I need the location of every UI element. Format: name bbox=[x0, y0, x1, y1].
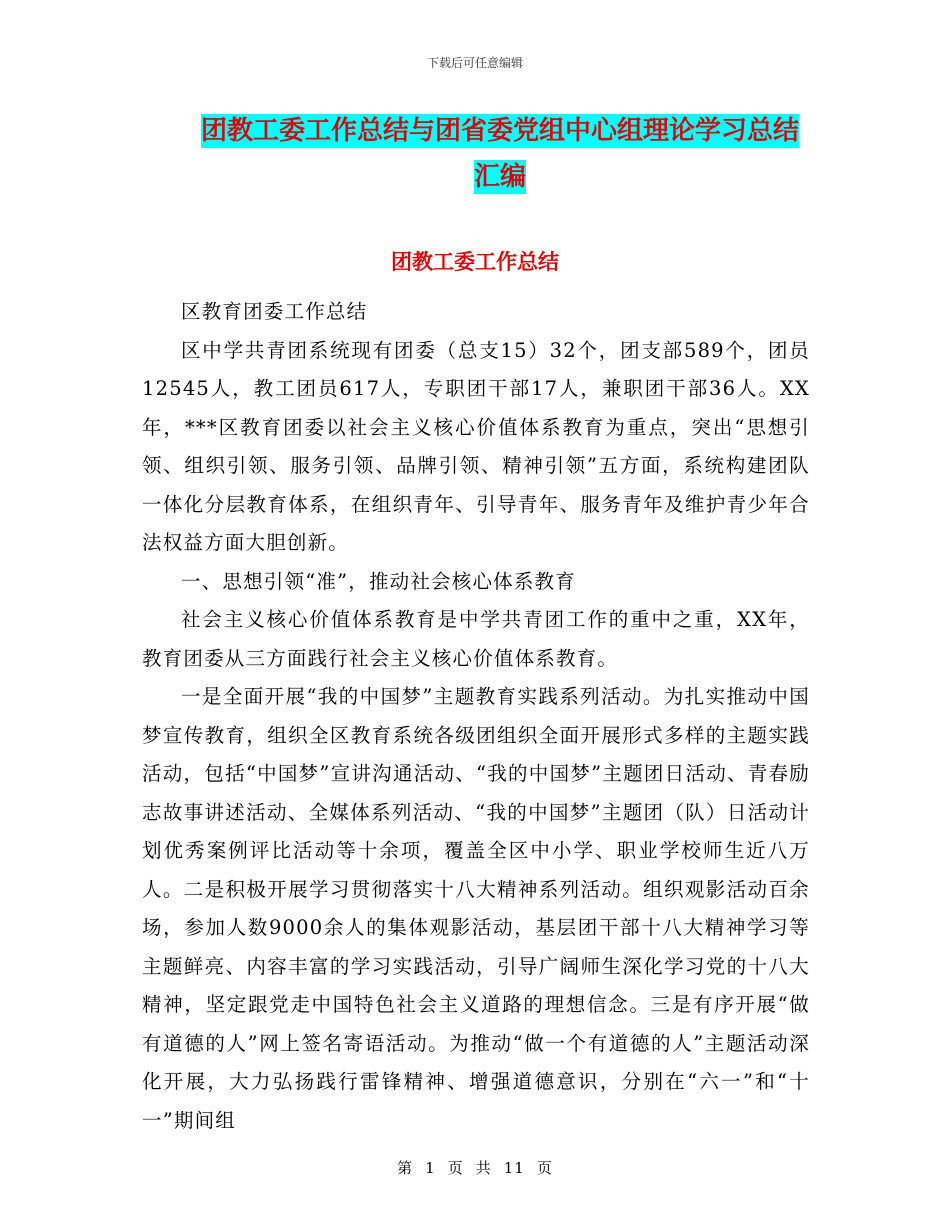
page-header-note: 下载后可任意编辑 bbox=[426, 56, 523, 70]
document-title bbox=[195, 108, 805, 200]
footer-total-label: 共 bbox=[475, 1159, 492, 1177]
title-line-1: 团教工委工作总结与团省委党组中心组理论学习总结 bbox=[200, 116, 799, 146]
paragraph: 一、思想引领“准”，推动社会核心体系教育 bbox=[181, 569, 576, 593]
footer-page-label: 第 bbox=[397, 1159, 414, 1177]
footer-page-unit: 页 bbox=[447, 1159, 464, 1177]
paragraph: 社会主义核心价值体系教育是中学共青团工作的重中之重，XX年，教育团委从三方面践行社会主义核心价值体系教育。 bbox=[142, 608, 810, 670]
page-footer bbox=[0, 1157, 950, 1178]
document-body bbox=[142, 293, 810, 1140]
paragraph: 区中学共青团系统现有团委（总支15）32个，团支部589个，团员12545人，教工团员617人，专职团干部17人，兼职团干部36人。XX年，***区教育团委以社会主义核心价值体系教育为重点，突出“思想引领、组织引领、服务引领、品牌引领、精神引领”五方面，系统构建团队一体化分层教育体系，在组织青年、引导青年、服务青年及维护青少年合法权益方面大胆创新。 bbox=[142, 338, 810, 554]
footer-total-number: 11 bbox=[503, 1159, 525, 1177]
section-title: 团教工委工作总结 bbox=[391, 250, 559, 274]
title-line-2: 汇编 bbox=[473, 162, 526, 192]
footer-page-number: 1 bbox=[425, 1159, 436, 1177]
footer-total-unit: 页 bbox=[536, 1159, 553, 1177]
paragraph: 一是全面开展“我的中国梦”主题教育实践系列活动。为扎实推动中国梦宣传教育，组织全区教育系统各级团组织全面开展形式多样的主题实践活动，包括“中国梦”宣讲沟通活动、“我的中国梦”主题团日活动、青春励志故事讲述活动、全媒体系列活动、“我的中国梦”主题团（队）日活动计划优秀案例评比活动等十余项，覆盖全区中小学、职业学校师生近八万人。二是积极开展学习贯彻落实十八大精神系列活动。组织观影活动百余场，参加人数9000余人的集体观影活动，基层团干部十八大精神学习等主题鲜亮、内容丰富的学习实践活动，引导广阔师生深化学习党的十八大精神，坚定跟党走中国特色社会主义道路的理想信念。三是有序开展“做有道德的人”网上签名寄语活动。为推动“做一个有道德的人”主题活动深化开展，大力弘扬践行雷锋精神、增强道德意识，分别在“六一”和“十一”期间组 bbox=[142, 685, 810, 1132]
paragraph: 区教育团委工作总结 bbox=[181, 300, 368, 323]
